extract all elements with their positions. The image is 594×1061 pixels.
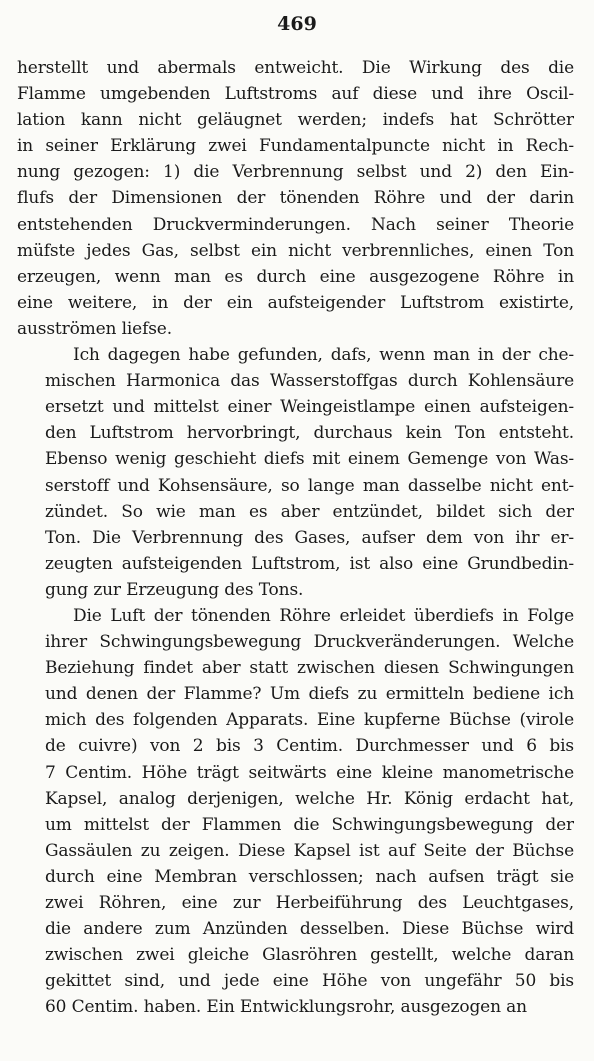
text-line: nung gezogen: 1) die Verbrennung selbst und 2) den Ein-: [17, 162, 574, 183]
text-line: um mittelst der Flammen die Schwingungsbewegung der: [45, 814, 574, 835]
text-line: Kapsel, analog derjenigen, welche Hr. König erdacht hat,: [45, 788, 574, 809]
text-line: Flamme umgebenden Luftstroms auf diese und ihre Oscil-: [17, 84, 574, 105]
text-line: Ich dagegen habe gefunden, dafs, wenn man in der che-: [73, 345, 574, 366]
text-line: zeugten aufsteigenden Luftstrom, ist also eine Grundbedin-: [45, 553, 574, 574]
text-line: Die Luft der tönenden Röhre erleidet überdiefs in Folge: [73, 605, 574, 626]
text-line: gekittet sind, und jede eine Höhe von ungefähr 50 bis: [45, 971, 574, 992]
text-line: ihrer Schwingungsbewegung Druckveränderungen. Welche: [45, 632, 574, 653]
text-line: lation kann nicht geläugnet werden; indefs hat Schrötter: [17, 110, 574, 131]
text-line: Gassäulen zu zeigen. Diese Kapsel ist auf Seite der Büchse: [45, 840, 574, 861]
text-line: den Luftstrom hervorbringt, durchaus kein Ton entsteht.: [45, 423, 574, 444]
text-line: Ton. Die Verbrennung des Gases, aufser dem von ihr er-: [45, 527, 574, 548]
text-line: mischen Harmonica das Wasserstoffgas durch Kohlensäure: [45, 371, 574, 392]
text-line: in seiner Erklärung zwei Fundamentalpuncte nicht in Rech-: [17, 136, 574, 157]
text-line: ersetzt und mittelst einer Weingeistlampe einen aufsteigen-: [45, 397, 574, 418]
page-number: 469: [277, 13, 317, 35]
text-line: Ebenso wenig geschieht diefs mit einem Gemenge von Was-: [45, 449, 574, 470]
text-line: ausströmen liefse.: [17, 318, 172, 339]
text-line: 7 Centim. Höhe trägt seitwärts eine kleine manometrische: [45, 762, 574, 783]
paragraph: [17, 55, 574, 342]
text-line: serstoff und Kohsensäure, so lange man dasselbe nicht ent-: [45, 475, 574, 496]
text-line: flufs der Dimensionen der tönenden Röhre und der darin: [17, 188, 574, 209]
text-line: herstellt und abermals entweicht. Die Wirkung des die: [17, 58, 574, 78]
text-line: 60 Centim. haben. Ein Entwicklungsrohr, ausgezogen an: [45, 997, 527, 1018]
text-line: die andere zum Anzünden desselben. Diese Büchse wird: [45, 919, 574, 940]
text-line: zwischen zwei gleiche Glasröhren gestellt, welche daran: [45, 945, 574, 966]
text-line: de cuivre) von 2 bis 3 Centim. Durchmesser und 6 bis: [45, 736, 574, 757]
paragraph: [17, 342, 574, 603]
text-line: zündet. So wie man es aber entzündet, bildet sich der: [45, 501, 574, 522]
text-line: zwei Röhren, eine zur Herbeiführung des Leuchtgases,: [45, 893, 574, 913]
paragraph: [17, 603, 574, 1021]
body-text: [17, 55, 574, 1020]
text-line: eine weitere, in der ein aufsteigender Luftstrom existirte,: [17, 292, 574, 313]
text-line: durch eine Membran verschlossen; nach aufsen trägt sie: [45, 866, 574, 887]
text-line: mich des folgenden Apparats. Eine kupferne Büchse (virole: [45, 710, 574, 731]
text-line: entstehenden Druckverminderungen. Nach seiner Theorie: [17, 214, 574, 235]
text-line: erzeugen, wenn man es durch eine ausgezogene Röhre in: [17, 266, 574, 287]
text-line: gung zur Erzeugung des Tons.: [45, 579, 304, 600]
text-line: und denen der Flamme? Um diefs zu ermitteln bediene ich: [45, 684, 574, 705]
text-line: müfste jedes Gas, selbst ein nicht verbrennliches, einen Ton: [17, 240, 574, 261]
text-line: Beziehung findet aber statt zwischen diesen Schwingungen: [45, 658, 574, 679]
